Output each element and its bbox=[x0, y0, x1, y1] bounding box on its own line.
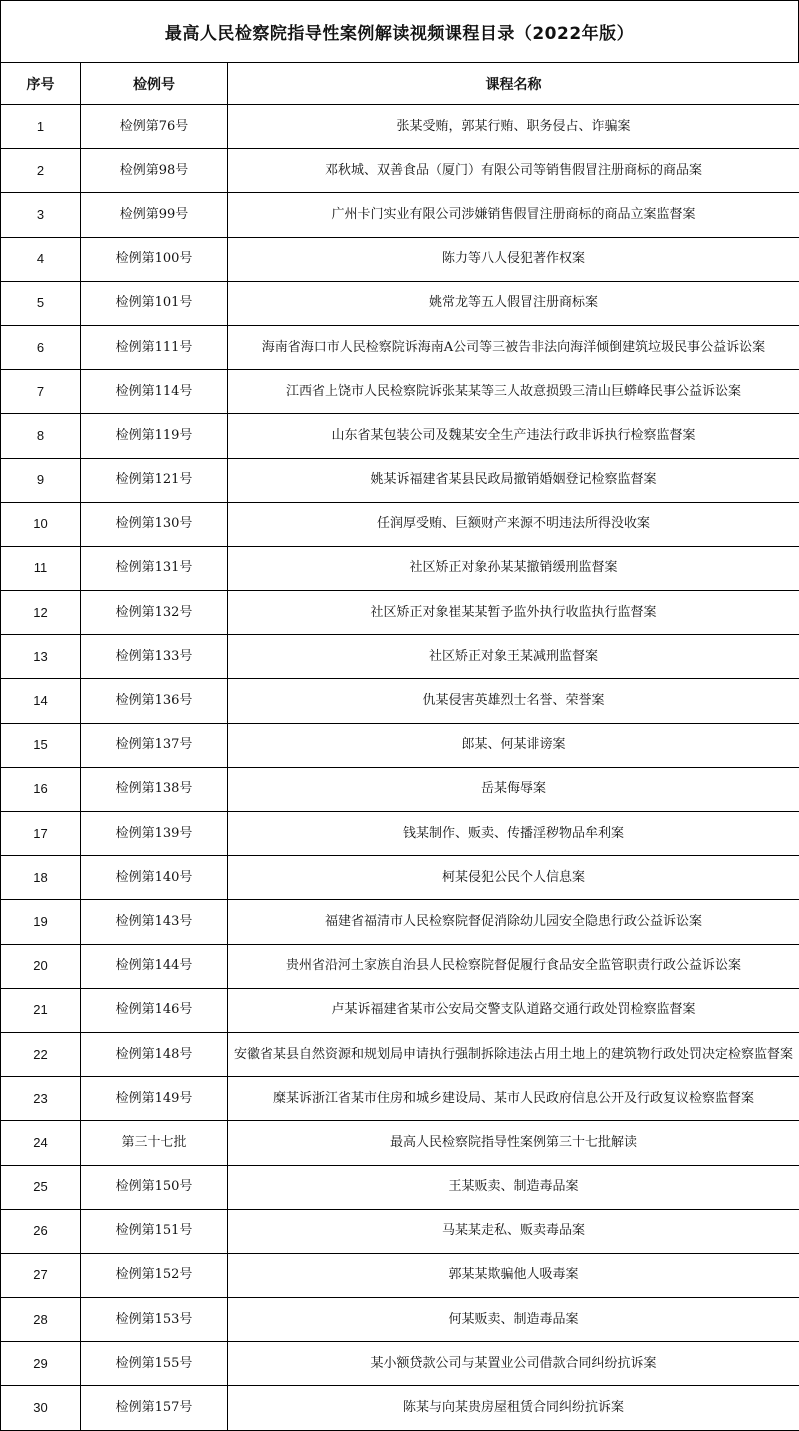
row-course-name-cell: 陈力等八人侵犯著作权案 bbox=[228, 237, 799, 281]
row-case-number-cell: 检例第119号 bbox=[81, 414, 228, 458]
row-course-name-cell: 姚常龙等五人假冒注册商标案 bbox=[228, 281, 799, 325]
table-row bbox=[1, 1386, 799, 1430]
row-index-cell: 20 bbox=[1, 944, 81, 988]
row-index-cell: 29 bbox=[1, 1342, 81, 1386]
row-case-number-cell: 检例第131号 bbox=[81, 546, 228, 590]
row-case-number-cell: 检例第132号 bbox=[81, 591, 228, 635]
row-index-cell: 25 bbox=[1, 1165, 81, 1209]
table-row bbox=[1, 1032, 799, 1076]
row-case-number-cell: 检例第144号 bbox=[81, 944, 228, 988]
row-case-number-cell: 检例第143号 bbox=[81, 900, 228, 944]
row-course-name-cell: 糜某诉浙江省某市住房和城乡建设局、某市人民政府信息公开及行政复议检察监督案 bbox=[228, 1077, 799, 1121]
row-course-name-cell: 广州卡门实业有限公司涉嫌销售假冒注册商标的商品立案监督案 bbox=[228, 193, 799, 237]
row-index-cell: 23 bbox=[1, 1077, 81, 1121]
row-index-cell: 13 bbox=[1, 635, 81, 679]
row-course-name-cell: 何某贩卖、制造毒品案 bbox=[228, 1298, 799, 1342]
row-index-cell: 26 bbox=[1, 1209, 81, 1253]
row-index-cell: 11 bbox=[1, 546, 81, 590]
row-index-cell: 24 bbox=[1, 1121, 81, 1165]
row-case-number-cell: 检例第137号 bbox=[81, 723, 228, 767]
row-course-name-cell: 马某某走私、贩卖毒品案 bbox=[228, 1209, 799, 1253]
row-index-cell: 15 bbox=[1, 723, 81, 767]
table-row bbox=[1, 1253, 799, 1297]
row-course-name-cell: 海南省海口市人民检察院诉海南A公司等三被告非法向海洋倾倒建筑垃圾民事公益诉讼案 bbox=[228, 325, 799, 369]
row-course-name-cell: 郎某、何某诽谤案 bbox=[228, 723, 799, 767]
row-index-cell: 9 bbox=[1, 458, 81, 502]
row-case-number-cell: 检例第130号 bbox=[81, 502, 228, 546]
row-case-number-cell: 检例第76号 bbox=[81, 105, 228, 149]
row-index-cell: 18 bbox=[1, 856, 81, 900]
course-catalog-table bbox=[0, 62, 799, 1431]
header-index: 序号 bbox=[1, 63, 81, 105]
row-course-name-cell: 某小额贷款公司与某置业公司借款合同纠纷抗诉案 bbox=[228, 1342, 799, 1386]
table-row bbox=[1, 944, 799, 988]
row-case-number-cell: 检例第151号 bbox=[81, 1209, 228, 1253]
row-case-number-cell: 检例第138号 bbox=[81, 767, 228, 811]
table-row bbox=[1, 281, 799, 325]
row-case-number-cell: 检例第153号 bbox=[81, 1298, 228, 1342]
row-course-name-cell: 卢某诉福建省某市公安局交警支队道路交通行政处罚检察监督案 bbox=[228, 988, 799, 1032]
row-course-name-cell: 山东省某包装公司及魏某安全生产违法行政非诉执行检察监督案 bbox=[228, 414, 799, 458]
row-course-name-cell: 陈某与向某贵房屋租赁合同纠纷抗诉案 bbox=[228, 1386, 799, 1430]
row-case-number-cell: 检例第155号 bbox=[81, 1342, 228, 1386]
table-row bbox=[1, 546, 799, 590]
row-case-number-cell: 检例第148号 bbox=[81, 1032, 228, 1076]
table-row bbox=[1, 237, 799, 281]
table-row bbox=[1, 767, 799, 811]
row-index-cell: 6 bbox=[1, 325, 81, 369]
row-index-cell: 21 bbox=[1, 988, 81, 1032]
row-case-number-cell: 检例第140号 bbox=[81, 856, 228, 900]
row-case-number-cell: 检例第149号 bbox=[81, 1077, 228, 1121]
row-course-name-cell: 任润厚受贿、巨额财产来源不明违法所得没收案 bbox=[228, 502, 799, 546]
table-row bbox=[1, 812, 799, 856]
row-index-cell: 1 bbox=[1, 105, 81, 149]
row-course-name-cell: 柯某侵犯公民个人信息案 bbox=[228, 856, 799, 900]
row-index-cell: 19 bbox=[1, 900, 81, 944]
row-course-name-cell: 仇某侵害英雄烈士名誉、荣誉案 bbox=[228, 679, 799, 723]
table-row bbox=[1, 1298, 799, 1342]
table-row bbox=[1, 1121, 799, 1165]
row-case-number-cell: 检例第99号 bbox=[81, 193, 228, 237]
row-index-cell: 22 bbox=[1, 1032, 81, 1076]
row-course-name-cell: 贵州省沿河土家族自治县人民检察院督促履行食品安全监管职责行政公益诉讼案 bbox=[228, 944, 799, 988]
table-row bbox=[1, 414, 799, 458]
row-course-name-cell: 张某受贿，郭某行贿、职务侵占、诈骗案 bbox=[228, 105, 799, 149]
table-body bbox=[1, 105, 799, 1431]
row-index-cell: 5 bbox=[1, 281, 81, 325]
row-case-number-cell: 第三十七批 bbox=[81, 1121, 228, 1165]
row-case-number-cell: 检例第114号 bbox=[81, 370, 228, 414]
document-title: 最高人民检察院指导性案例解读视频课程目录（2022年版） bbox=[0, 0, 799, 62]
row-course-name-cell: 姚某诉福建省某县民政局撤销婚姻登记检察监督案 bbox=[228, 458, 799, 502]
table-row bbox=[1, 370, 799, 414]
row-index-cell: 4 bbox=[1, 237, 81, 281]
header-course-name: 课程名称 bbox=[228, 63, 799, 105]
table-row bbox=[1, 149, 799, 193]
table-row bbox=[1, 591, 799, 635]
table-row bbox=[1, 1209, 799, 1253]
table-row bbox=[1, 679, 799, 723]
row-case-number-cell: 检例第98号 bbox=[81, 149, 228, 193]
row-index-cell: 27 bbox=[1, 1253, 81, 1297]
header-case-number: 检例号 bbox=[81, 63, 228, 105]
row-index-cell: 14 bbox=[1, 679, 81, 723]
table-row bbox=[1, 458, 799, 502]
row-index-cell: 17 bbox=[1, 812, 81, 856]
row-case-number-cell: 检例第101号 bbox=[81, 281, 228, 325]
row-course-name-cell: 社区矫正对象孙某某撤销缓刑监督案 bbox=[228, 546, 799, 590]
row-course-name-cell: 社区矫正对象崔某某暂予监外执行收监执行监督案 bbox=[228, 591, 799, 635]
row-course-name-cell: 邓秋城、双善食品（厦门）有限公司等销售假冒注册商标的商品案 bbox=[228, 149, 799, 193]
row-index-cell: 10 bbox=[1, 502, 81, 546]
row-course-name-cell: 福建省福清市人民检察院督促消除幼儿园安全隐患行政公益诉讼案 bbox=[228, 900, 799, 944]
row-index-cell: 7 bbox=[1, 370, 81, 414]
row-index-cell: 8 bbox=[1, 414, 81, 458]
row-case-number-cell: 检例第150号 bbox=[81, 1165, 228, 1209]
row-case-number-cell: 检例第139号 bbox=[81, 812, 228, 856]
table-row bbox=[1, 325, 799, 369]
row-course-name-cell: 王某贩卖、制造毒品案 bbox=[228, 1165, 799, 1209]
table-header-row bbox=[1, 63, 799, 105]
row-course-name-cell: 郭某某欺骗他人吸毒案 bbox=[228, 1253, 799, 1297]
row-case-number-cell: 检例第157号 bbox=[81, 1386, 228, 1430]
row-course-name-cell: 最高人民检察院指导性案例第三十七批解读 bbox=[228, 1121, 799, 1165]
row-index-cell: 3 bbox=[1, 193, 81, 237]
table-row bbox=[1, 1342, 799, 1386]
table-row bbox=[1, 193, 799, 237]
row-case-number-cell: 检例第111号 bbox=[81, 325, 228, 369]
row-index-cell: 28 bbox=[1, 1298, 81, 1342]
row-index-cell: 12 bbox=[1, 591, 81, 635]
table-row bbox=[1, 502, 799, 546]
row-case-number-cell: 检例第121号 bbox=[81, 458, 228, 502]
row-course-name-cell: 社区矫正对象王某减刑监督案 bbox=[228, 635, 799, 679]
row-case-number-cell: 检例第133号 bbox=[81, 635, 228, 679]
table-row bbox=[1, 856, 799, 900]
row-case-number-cell: 检例第146号 bbox=[81, 988, 228, 1032]
row-course-name-cell: 安徽省某县自然资源和规划局申请执行强制拆除违法占用土地上的建筑物行政处罚决定检察监督案 bbox=[228, 1032, 799, 1076]
table-row bbox=[1, 1165, 799, 1209]
row-course-name-cell: 岳某侮辱案 bbox=[228, 767, 799, 811]
table-row bbox=[1, 1077, 799, 1121]
row-index-cell: 30 bbox=[1, 1386, 81, 1430]
table-row bbox=[1, 723, 799, 767]
table-row bbox=[1, 988, 799, 1032]
row-course-name-cell: 钱某制作、贩卖、传播淫秽物品牟利案 bbox=[228, 812, 799, 856]
row-course-name-cell: 江西省上饶市人民检察院诉张某某等三人故意损毁三清山巨蟒峰民事公益诉讼案 bbox=[228, 370, 799, 414]
table-row bbox=[1, 635, 799, 679]
table-row bbox=[1, 105, 799, 149]
row-index-cell: 16 bbox=[1, 767, 81, 811]
row-case-number-cell: 检例第152号 bbox=[81, 1253, 228, 1297]
table-row bbox=[1, 900, 799, 944]
row-case-number-cell: 检例第136号 bbox=[81, 679, 228, 723]
row-case-number-cell: 检例第100号 bbox=[81, 237, 228, 281]
row-index-cell: 2 bbox=[1, 149, 81, 193]
